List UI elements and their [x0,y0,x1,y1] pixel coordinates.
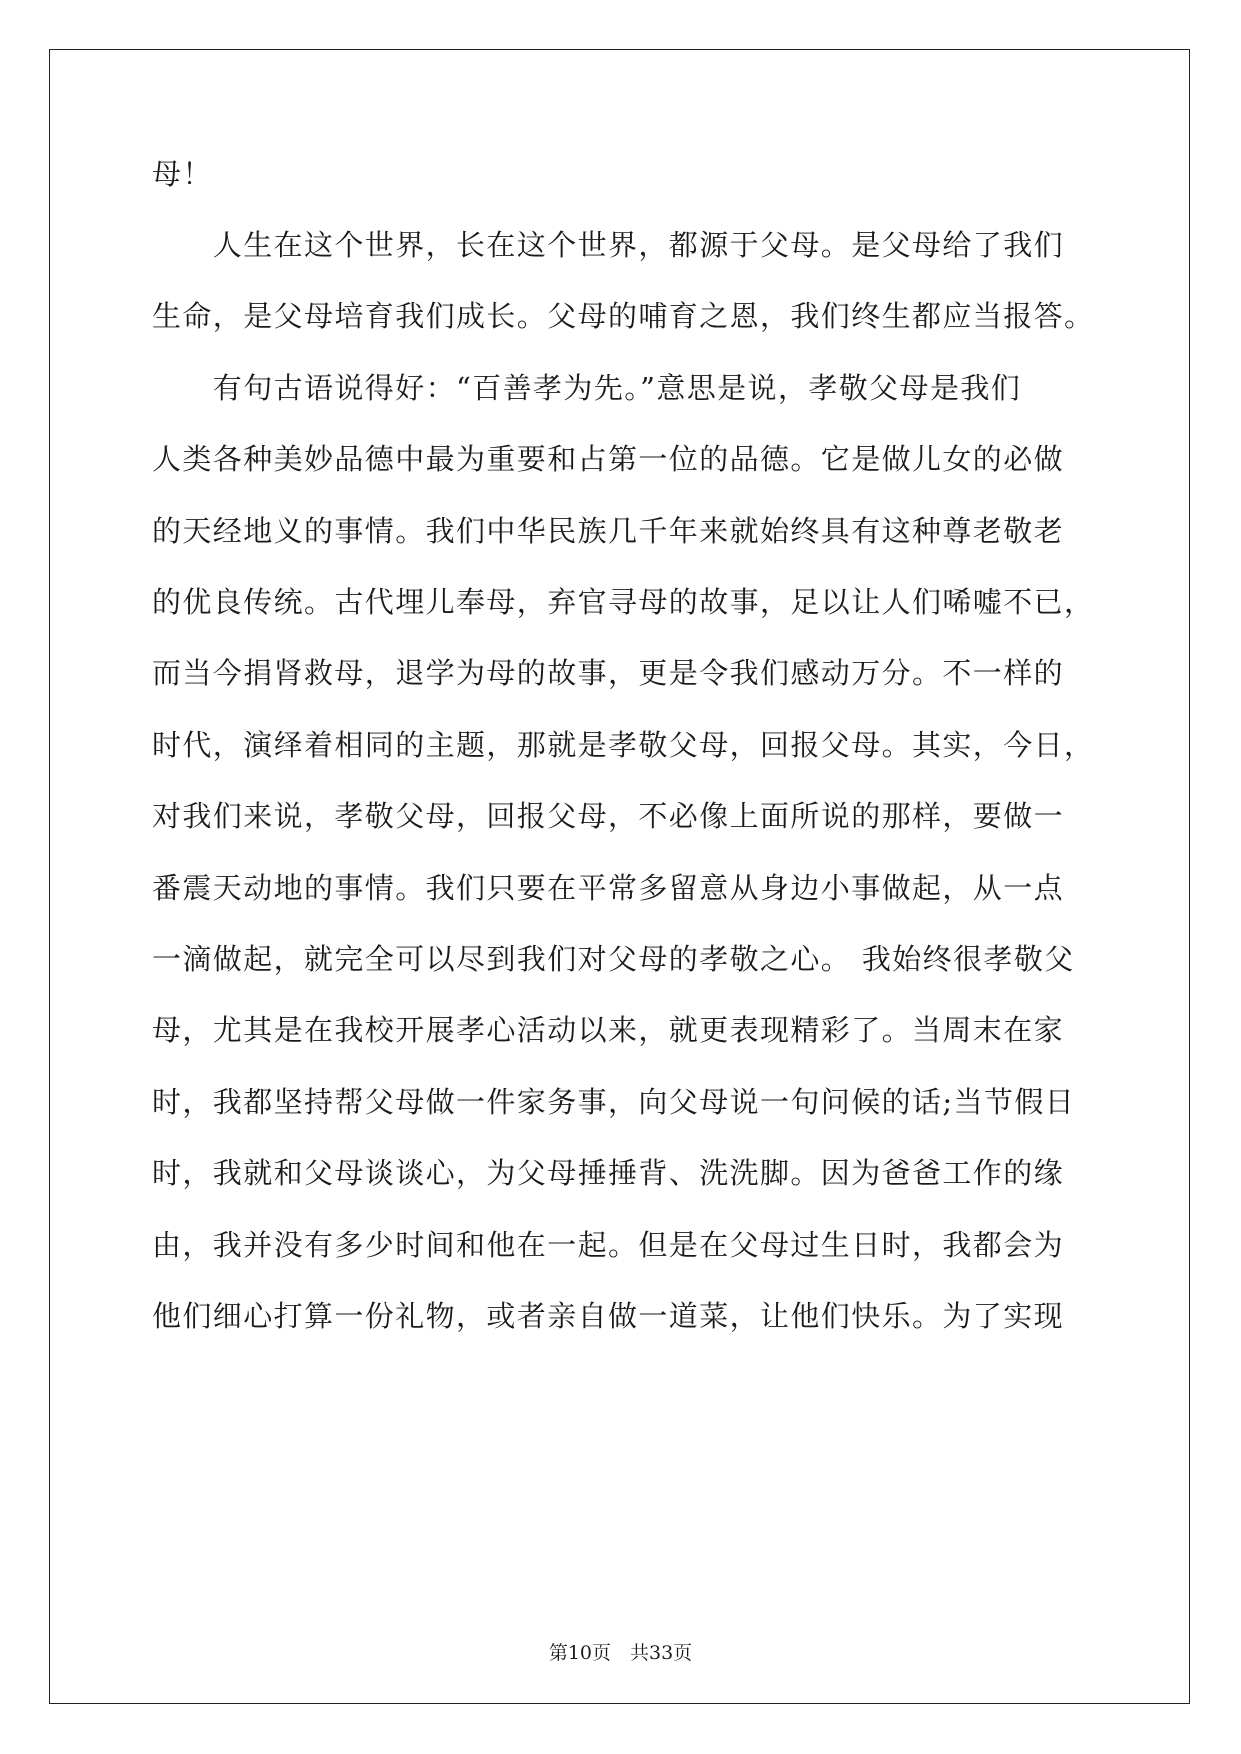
text-line: 他们细心打算一份礼物，或者亲自做一道菜，让他们快乐。为了实现 [152,1299,1065,1333]
text-line: 而当今捐肾救母，退学为母的故事，更是令我们感动万分。不一样的 [152,656,1065,690]
text-line: 时，我都坚持帮父母做一件家务事，向父母说一句问候的话;当节假日 [152,1085,1076,1119]
text-line: 的天经地义的事情。我们中华民族几千年来就始终具有这种尊老敬老 [152,514,1065,548]
page-number-footer: 第10页 共33页 [548,1642,693,1664]
text-line: 人生在这个世界，长在这个世界，都源于父母。是父母给了我们 [152,228,1065,262]
text-line: 母，尤其是在我校开展孝心活动以来，就更表现精彩了。当周末在家 [152,1013,1065,1047]
text-line: 番震天动地的事情。我们只要在平常多留意从身边小事做起，从一点 [152,871,1065,905]
text-line: 由，我并没有多少时间和他在一起。但是在父母过生日时，我都会为 [152,1228,1065,1262]
text-line: 人类各种美妙品德中最为重要和占第一位的品德。它是做儿女的必做 [152,442,1065,476]
text-line: 的优良传统。古代埋儿奉母，弃官寻母的故事，足以让人们唏嘘不已， [152,585,1095,619]
text-line: 一滴做起，就完全可以尽到我们对父母的孝敬之心。 我始终很孝敬父 [152,942,1075,976]
text-line: 母！ [152,157,213,191]
text-line: 生命，是父母培育我们成长。父母的哺育之恩，我们终生都应当报答。 [152,299,1095,333]
text-line: 时，我就和父母谈谈心，为父母捶捶背、洗洗脚。因为爸爸工作的缘 [152,1156,1065,1190]
text-line: 时代，演绎着相同的主题，那就是孝敬父母，回报父母。其实，今日， [152,728,1095,762]
text-line: 有句古语说得好：“百善孝为先。”意思是说，孝敬父母是我们 [152,371,1022,405]
text-line: 对我们来说，孝敬父母，回报父母，不必像上面所说的那样，要做一 [152,799,1065,833]
